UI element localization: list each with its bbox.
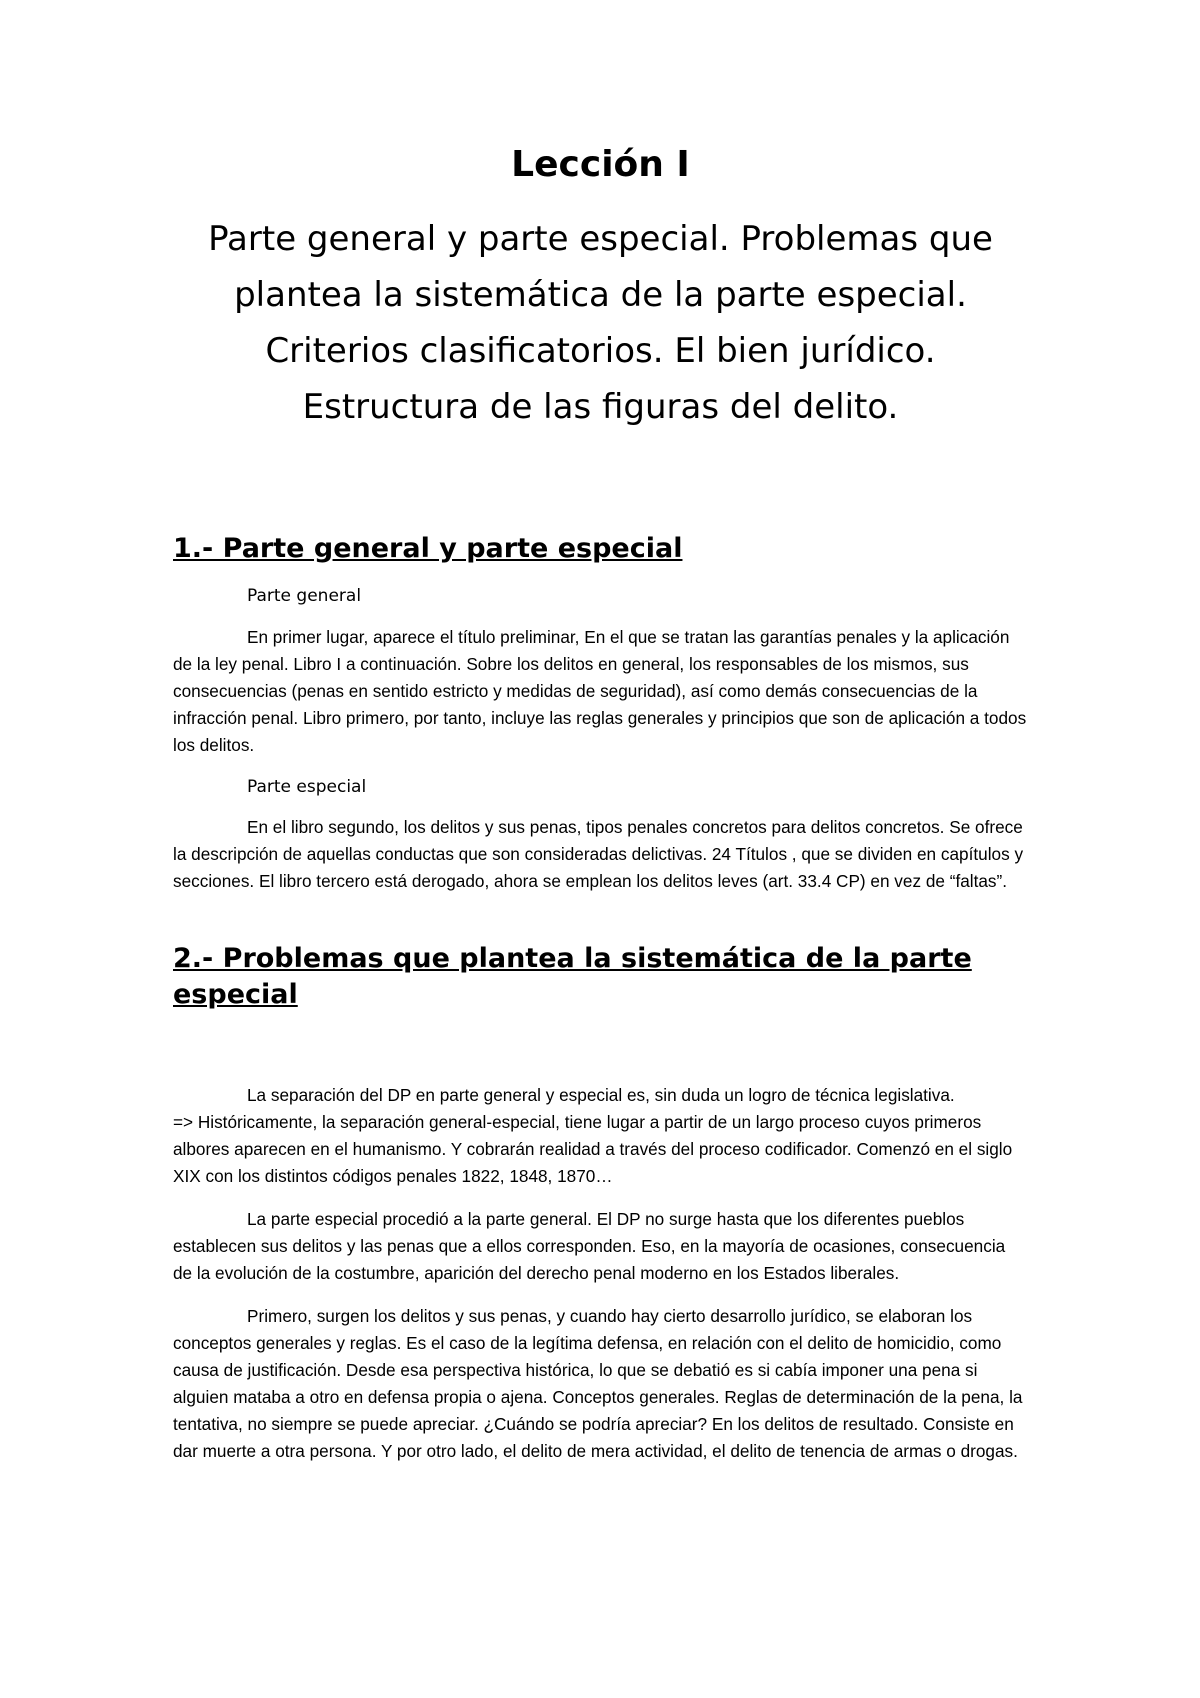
section-2-paragraph-3: Primero, surgen los delitos y sus penas, y cuando hay cierto desarrollo jurídico, se elaboran los conceptos generales y reglas. Es el caso de la legítima defensa, en relación con el delito de homicidio, como causa de justificación. Desde esa perspectiva histórica, lo que se debatió es si cabía imponer una pena si alguien mataba a otro en defensa propia o ajena. Conceptos generales. Reglas de determinación de la pena, la tentativa, no siempre se puede apreciar. ¿Cuándo se podría apreciar? En los delitos de resultado. Consiste en dar muerte a otra persona. Y por otro lado, el delito de mera actividad, el delito de tenencia de armas o drogas.	[173, 1305, 1023, 1461]
section-2-paragraph-1	[173, 1082, 1028, 1190]
section-1-heading: 1.- Parte general y parte especial	[173, 533, 683, 565]
parte-general-label: Parte general	[247, 586, 362, 607]
lesson-title: Lección I	[511, 144, 690, 185]
section-2-paragraph-2: La parte especial procedió a la parte general. El DP no surge hasta que los diferentes pueblos establecen sus delitos y las penas que a ellos corresponden. Eso, en la mayoría de ocasiones, consecuencia de la evolución de la costumbre, aparición del derecho penal moderno en los Estados liberales.	[173, 1208, 1006, 1283]
subtitle-line: Parte general y parte especial. Problemas que	[208, 219, 993, 260]
subtitle-line: Criterios clasificatorios. El bien jurídico.	[265, 330, 936, 371]
section-1	[173, 531, 1028, 895]
section-2-heading: 2.- Problemas que plantea la sistemática de la parte especial	[173, 943, 972, 1010]
section-2	[173, 941, 1028, 1464]
parte-especial-label: Parte especial	[247, 776, 367, 797]
paragraph-continuation: => Históricamente, la separación general-especial, tiene lugar a partir de un largo proceso cuyos primeros albores aparecen en el humanismo. Y cobrarán realidad a través del proceso codificador. Comenzó en el siglo XIX con los distintos códigos penales 1822, 1848, 1870…	[173, 1111, 1013, 1186]
paragraph-first-line: La separación del DP en parte general y especial es, sin duda un logro de técnica legislativa.	[247, 1084, 955, 1105]
subtitle-line: Estructura de las figuras del delito.	[302, 386, 899, 427]
lesson-subtitle	[173, 212, 1028, 435]
subtitle-line: plantea la sistemática de la parte especial.	[234, 275, 967, 316]
parte-general-paragraph: En primer lugar, aparece el título preliminar, En el que se tratan las garantías penales y la aplicación de la ley penal. Libro I a continuación. Sobre los delitos en general, los responsables de los mismos, sus consecuencias (penas en sentido estricto y medidas de seguridad), así como demás consecuencias de la infracción penal. Libro primero, por tanto, incluye las reglas generales y principios que son de aplicación a todos los delitos.	[173, 626, 1027, 755]
document-page	[173, 140, 1028, 1481]
parte-especial-paragraph: En el libro segundo, los delitos y sus penas, tipos penales concretos para delitos concretos. Se ofrece la descripción de aquellas conductas que son consideradas delictivas. 24 Títulos , que se dividen en capítulos y secciones. El libro tercero está derogado, ahora se emplean los delitos leves (art. 33.4 CP) en vez de “faltas”.	[173, 817, 1024, 892]
